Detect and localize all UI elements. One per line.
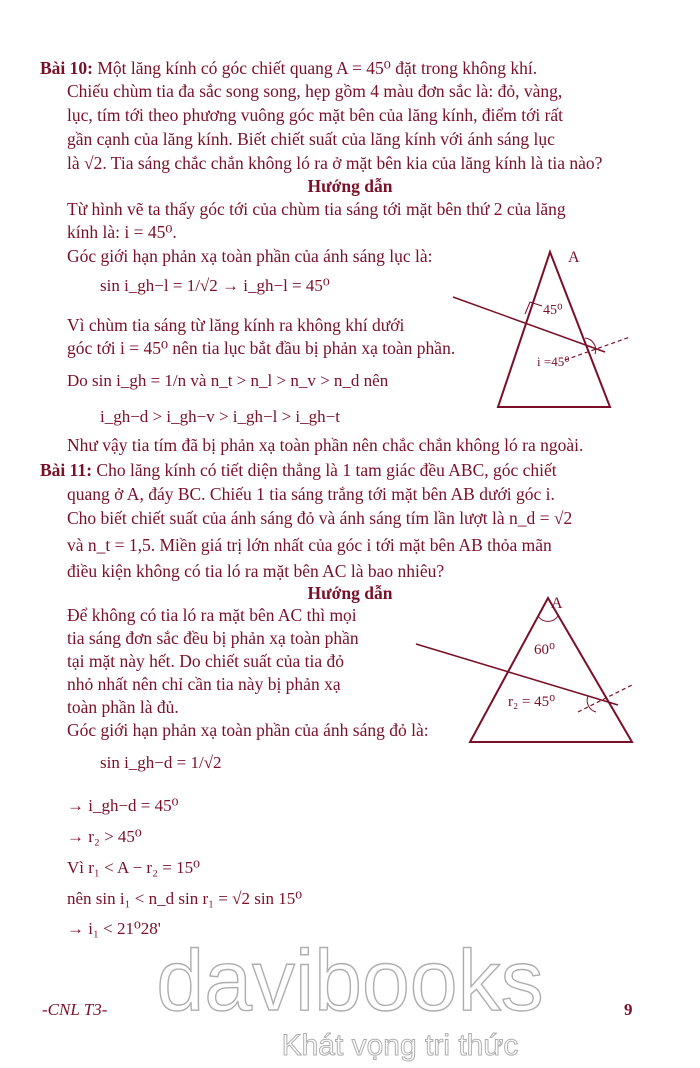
bai10-sol-9: Như vậy tia tím đã bị phản xạ toàn phần nên chắc chắn không ló ra ngoài. (67, 435, 584, 455)
bai11-eq-5: nên sin i₁ < n_d sin r₁ = √2 sin 15⁰ (67, 889, 303, 908)
bai11-sol-3: tại mặt này hết. Do chiết suất của tia đỏ (67, 651, 344, 671)
incidence-label: i =45⁰ (537, 354, 570, 369)
bai11-sol-6: Góc giới hạn phản xạ toàn phần của ánh sáng đỏ là: (67, 720, 429, 740)
apex-angle-label: 60⁰ (534, 642, 556, 658)
watermark-brand: davibooks (156, 933, 544, 1029)
bai10-line-3: lục, tím tới theo phương vuông góc mặt bên của lăng kính, điểm tới rất (67, 105, 564, 125)
bai11-eq-1: sin i_gh−d = 1/√2 (100, 753, 222, 772)
bai11-sol-4: nhỏ nhất nên chỉ cần tia này bị phản xạ (67, 674, 341, 694)
bai11-eq-6: → i₁ < 21⁰28' (67, 919, 161, 938)
bai11-label: Bài 11: (40, 460, 93, 480)
bai10-sol-6: góc tới i = 45⁰ nên tia lục bắt đầu bị phản xạ toàn phần. (67, 338, 456, 358)
footer-left: -CNL T3- (42, 1000, 108, 1019)
bai10-sol-2: kính là: i = 45⁰. (67, 222, 177, 242)
bai10-eq-2: Do sin i_gh = 1/n và n_t > n_l > n_v > n_d nên (67, 371, 389, 390)
bai10-heading: Hướng dẫn (307, 176, 393, 196)
bai10-line-1: Bài 10: Một lăng kính có góc chiết quang A = 45⁰ đặt trong không khí. (40, 58, 538, 78)
vertex-label: A (568, 249, 580, 266)
bai11-heading: Hướng dẫn (307, 583, 393, 603)
bai10-line-2: Chiếu chùm tia đa sắc song song, hẹp gồm 4 màu đơn sắc là: đỏ, vàng, (67, 81, 563, 101)
bai10-sol-1: Từ hình vẽ ta thấy góc tới của chùm tia sáng tới mặt bên thứ 2 của lăng (67, 199, 566, 219)
bai11-line-1: Bài 11: Cho lăng kính có tiết diện thẳng là 1 tam giác đều ABC, góc chiết (40, 460, 557, 480)
bai10-sol-3: Góc giới hạn phản xạ toàn phần của ánh sáng lục là: (67, 246, 433, 266)
bai10-label: Bài 10: (40, 58, 93, 78)
bai11-line-5: điều kiện không có tia ló ra mặt bên AC là bao nhiêu? (67, 561, 445, 581)
bai11-sol-1: Để không có tia ló ra mặt bên AC thì mọi (67, 605, 357, 625)
refraction-label: r₂ = 45⁰ (508, 694, 556, 710)
bai11-sol-2: tia sáng đơn sắc đều bị phản xạ toàn phần (67, 628, 359, 648)
bai10-sol-5: Vì chùm tia sáng từ lăng kính ra không khí dưới (67, 315, 405, 335)
bai11-eq-3: → r₂ > 45⁰ (67, 827, 142, 846)
bai11-eq-2: → i_gh−d = 45⁰ (67, 796, 179, 815)
bai10-eq-1: sin i_gh−l = 1/√2 → i_gh−l = 45⁰ (100, 276, 330, 295)
bai11-line-4: và n_t = 1,5. Miền giá trị lớn nhất của góc i tới mặt bên AB thỏa mãn (67, 535, 552, 555)
bai10-eq-3: i_gh−d > i_gh−v > i_gh−l > i_gh−t (100, 407, 340, 426)
page-number: 9 (624, 1000, 633, 1019)
watermark-slogan: Khát vọng tri thức (281, 1029, 519, 1062)
bai11-line-2: quang ở A, đáy BC. Chiếu 1 tia sáng trắng tới mặt bên AB dưới góc i. (67, 484, 555, 504)
bai10-line-5: là √2. Tia sáng chắc chắn không ló ra ở mặt bên kia của lăng kính là tia nào? (67, 153, 603, 173)
bai11-line-3: Cho biết chiết suất của ánh sáng đỏ và ánh sáng tím lần lượt là n_d = √2 (67, 508, 573, 528)
vertex-label: A (551, 595, 563, 612)
bai10-line-4: gần cạnh của lăng kính. Biết chiết suất của lăng kính với ánh sáng lục (67, 129, 555, 149)
bai11-sol-5: toàn phần là đủ. (67, 697, 179, 717)
bai11-eq-4: Vì r₁ < A − r₂ = 15⁰ (67, 858, 200, 877)
apex-angle-label: 45⁰ (543, 303, 563, 318)
